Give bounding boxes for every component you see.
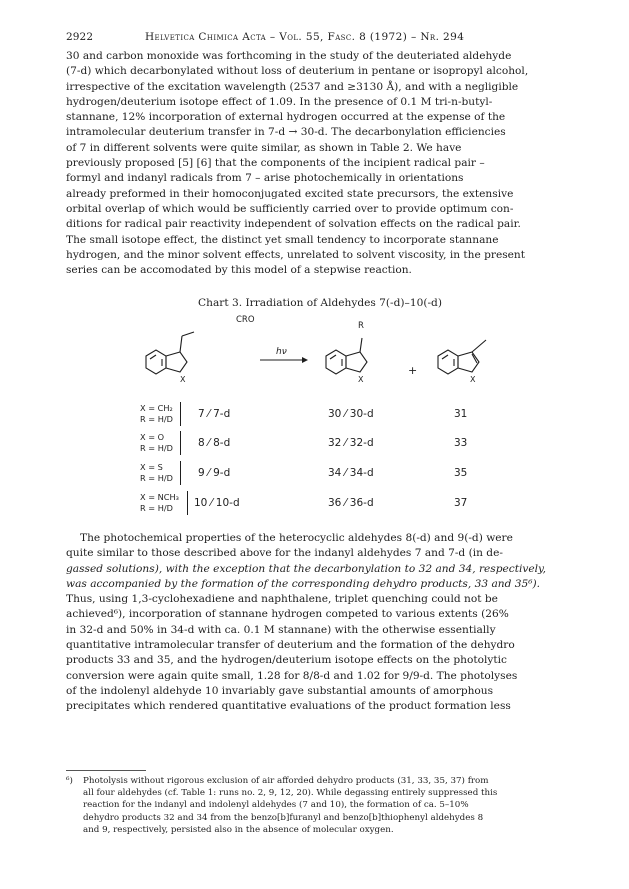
row-dehydro-product: 31 — [454, 408, 468, 420]
row-r-label: R = H/D — [140, 503, 173, 513]
row-dehydro-product: 33 — [454, 437, 468, 449]
plus-sign: + — [408, 364, 418, 377]
footnote-line: and 9, respectively, persisted also in the absence of molecular oxygen. — [83, 824, 394, 835]
row-divider — [180, 461, 181, 485]
row-aldehyde: 10 ⁄ 10-d — [194, 497, 240, 509]
footnote-line: all four aldehydes (cf. Table 1: runs no. 2, 9, 12, 20). While degassing entirely suppressed this — [83, 788, 498, 799]
text-line: conversion were again quite small, 1.28 for 8/8-d and 1.02 for 9/9-d. The photolyses — [66, 669, 518, 682]
footnote-mark: ⁶) — [66, 776, 73, 786]
text-line: irrespective of the excitation wavelength (2537 and ≥3130 Å), and with a negligible — [66, 80, 519, 93]
row-x-label: X = CH₂ — [140, 403, 173, 413]
arrow-head — [302, 357, 308, 363]
text-line: gassed solutions), with the exception that the decarbonylation to 32 and 34, respectively, — [66, 562, 546, 575]
row-aldehyde: 7 ⁄ 7-d — [198, 408, 231, 420]
footnote-body — [83, 775, 563, 836]
row-x-label: X = O — [140, 432, 165, 442]
row-product: 32 ⁄ 32-d — [328, 437, 374, 449]
text-line: Thus, using 1,3-cyclohexadiene and naphthalene, triplet quenching could not be — [66, 593, 498, 606]
reactant-x-label: X — [180, 375, 186, 384]
text-line: was accompanied by the formation of the corresponding dehydro products, 33 and 35⁶). — [66, 577, 540, 590]
row-product: 30 ⁄ 30-d — [328, 408, 374, 420]
product-1-x-label: X — [358, 375, 364, 384]
footnote-line: dehydro products 32 and 34 from the benzo[b]furanyl and benzo[b]thiophenyl aldehydes 8 — [83, 812, 484, 823]
text-line: series can be accomodated by this model of a stepwise reaction. — [66, 264, 412, 277]
text-line: quite similar to those described above for the indanyl aldehydes 7 and 7-d (in de- — [66, 547, 503, 560]
text-line: of 7 in different solvents were quite similar, as shown in Table 2. We have — [66, 141, 462, 154]
text-line: previously proposed [5] [6] that the components of the incipient radical pair – — [66, 157, 485, 170]
text-line: orbital overlap of which would be sufficiently carried over to provide optimum con- — [66, 202, 514, 215]
row-product: 36 ⁄ 36-d — [328, 497, 374, 509]
product-2-x-label: X — [470, 375, 476, 384]
row-dehydro-product: 35 — [454, 467, 468, 479]
paragraph-2 — [66, 531, 563, 715]
reactant-substituent-label: CRO — [236, 315, 255, 325]
text-line: precipitates which rendered quantitative evaluations of the product formation less — [66, 700, 511, 713]
text-line: hydrogen/deuterium isotope effect of 1.09. In the presence of 0.1 M tri-n-butyl- — [66, 95, 493, 108]
footnote-rule — [66, 770, 146, 771]
text-line: of the indolenyl aldehyde 10 invariably gave substantial amounts of amorphous — [66, 684, 494, 697]
arrow-label: hν — [276, 347, 287, 357]
text-line: The small isotope effect, the distinct yet small tendency to incorporate stannane — [66, 233, 499, 246]
text-line: intramolecular deuterium transfer in 7-d → 30-d. The decarbonylation efficiencies — [66, 126, 506, 139]
reactant-structure — [146, 332, 194, 374]
page-number: 2922 — [66, 31, 94, 43]
text-line: achieved⁶), incorporation of stannane hydrogen competed to various extents (26% — [66, 608, 509, 621]
footnote-line: Photolysis without rigorous exclusion of air afforded dehydro products (31, 33, 35, 37) from — [83, 776, 489, 786]
row-x-label: X = NCH₃ — [140, 492, 179, 502]
row-dehydro-product: 37 — [454, 497, 468, 509]
row-aldehyde: 9 ⁄ 9-d — [198, 467, 231, 479]
text-line: products 33 and 35, and the hydrogen/deuterium isotope effects on the photolytic — [66, 654, 507, 667]
row-divider — [187, 491, 188, 515]
product-1-substituent-label: R — [358, 321, 364, 331]
text-line: formyl and indanyl radicals from 7 – arise photochemically in orientations — [66, 172, 464, 185]
text-line: stannane, 12% incorporation of external hydrogen occurred at the expense of the — [66, 111, 506, 124]
text-line: already preformed in their homoconjugated excited state precursors, the extensive — [66, 187, 514, 200]
text-line: (7-d) which decarbonylated without loss of deuterium in pentane or isopropyl alcohol, — [66, 65, 529, 78]
chart-caption: Chart 3. Irradiation of Aldehydes 7(-d)–10(-d) — [198, 297, 442, 309]
running-head: Helvetica Chimica Acta – Vol. 55, Fasc. 8 (1972) – Nr. 294 — [145, 31, 465, 43]
row-r-label: R = H/D — [140, 443, 173, 453]
row-r-label: R = H/D — [140, 414, 173, 424]
text-line: 30 and carbon monoxide was forthcoming in the study of the deuteriated aldehyde — [66, 50, 512, 62]
page-header — [66, 31, 566, 45]
row-r-label: R = H/D — [140, 473, 173, 483]
row-divider — [180, 402, 181, 426]
product-1-structure — [326, 338, 367, 374]
reaction-structures — [132, 312, 502, 392]
row-x-label: X = S — [140, 462, 163, 472]
paragraph-1 — [66, 49, 563, 278]
row-aldehyde: 8 ⁄ 8-d — [198, 437, 231, 449]
text-line: The photochemical properties of the heterocyclic aldehydes 8(-d) and 9(-d) were — [80, 532, 513, 544]
text-line: quantitative intramolecular transfer of deuterium and the formation of the dehydro — [66, 639, 515, 652]
text-line: in 32-d and 50% in 34-d with ca. 0.1 M stannane) with the otherwise essentially — [66, 623, 496, 636]
row-product: 34 ⁄ 34-d — [328, 467, 374, 479]
footnote-line: reaction for the indanyl and indolenyl aldehydes (7 and 10), the formation of ca. 5–10% — [83, 800, 469, 811]
text-line: hydrogen, and the minor solvent effects, unrelated to solvent viscosity, in the present — [66, 248, 526, 261]
product-2-structure — [438, 340, 486, 374]
reaction-scheme — [132, 312, 502, 517]
row-divider — [180, 431, 181, 455]
text-line: ditions for radical pair reactivity independent of solvation effects on the radical pair. — [66, 218, 521, 231]
